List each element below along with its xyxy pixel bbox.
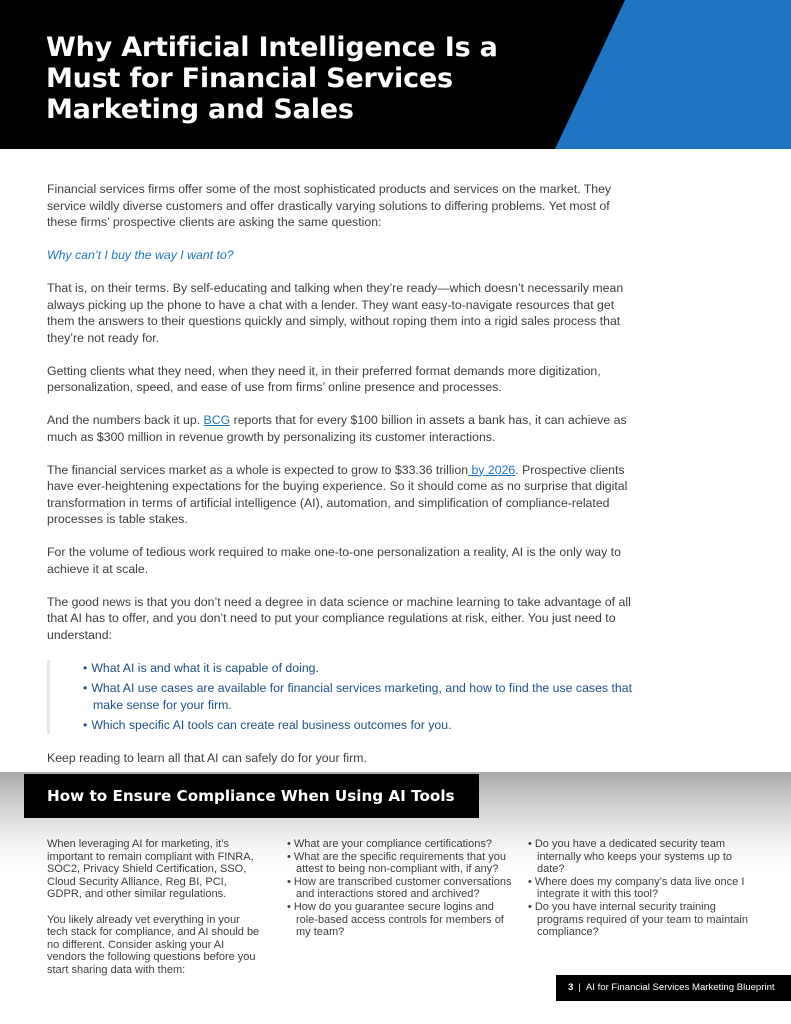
by-2026-link[interactable]: by 2026 (468, 462, 516, 477)
list-item: • What AI use cases are available for financial services marketing, and how to find the use cases that make sense for your firm. (83, 680, 637, 713)
page-title: Why Artificial Intelligence Is a Must for Financial Services Marketing and Sales (46, 32, 498, 125)
compliance-column-3 (528, 838, 748, 939)
intro-paragraph-4 (47, 412, 637, 445)
bcg-link[interactable]: BCG (203, 413, 231, 427)
intro-paragraph-7: The good news is that you don’t need a degree in data science or machine learning to take advantage of all that AI has to offer, and you don’t need to put your compliance regulations at risk, either. You just need to understand: (47, 594, 631, 642)
key-question: Why can’t I buy the way I want to? (47, 248, 234, 262)
page-number: 3 (568, 982, 574, 993)
vendor-questions-list-1 (287, 838, 512, 939)
intro-paragraph-8: Keep reading to learn all that AI can safely do for your firm. (47, 750, 367, 765)
list-item: • What are your compliance certifications? (287, 838, 512, 851)
page-header (0, 0, 791, 149)
intro-paragraph-5 (47, 462, 637, 528)
p4-text-before: And the numbers back it up. (47, 413, 204, 427)
compliance-column-2 (287, 838, 512, 939)
list-item: • Which specific AI tools can create real business outcomes for you. (83, 717, 637, 734)
understand-list (47, 660, 637, 734)
list-item: • Where does my company’s data live once I integrate it with this tool? (528, 876, 748, 901)
list-item: • What are the specific requirements that you attest to being non-compliant with, if any? (287, 851, 512, 876)
list-item: • How are transcribed customer conversations and interactions stored and archived? (287, 876, 512, 901)
compliance-paragraph-1: When leveraging AI for marketing, it’s important to remain compliant with FINRA, SOC2, Privacy Shield Certification, SSO, Cloud Security Alliance, Reg BI, PCI, GDPR, and other similar regulations. (47, 838, 254, 901)
footer-separator: | (578, 982, 581, 993)
intro-section (47, 181, 637, 783)
compliance-column-1 (47, 838, 262, 989)
p4-text-after: reports that for every $100 billion in assets a bank has, it can achieve as much as $300 million in revenue growth by personalizing its customer interactions. (47, 413, 627, 444)
list-item: • Do you have a dedicated security team internally who keeps your systems up to date? (528, 838, 748, 876)
p5-text-before: The financial services market as a whole is expected to grow to $33.36 trillion (47, 462, 469, 477)
footer-doc-title: AI for Financial Services Marketing Blueprint (585, 982, 775, 993)
list-item: • How do you guarantee secure logins and role-based access controls for members of my team? (287, 901, 512, 939)
compliance-paragraph-2: You likely already vet everything in your tech stack for compliance, and AI should be no different. Consider asking your AI vendors the following questions before you start sharing data with them: (47, 913, 260, 976)
intro-paragraph-3: Getting clients what they need, when they need it, in their preferred format demands more digitization, personalization, speed, and ease of use from firms’ online presence and processes. (47, 363, 601, 394)
list-item: • Do you have internal security training programs required of your team to maintain compliance? (528, 901, 748, 939)
p5-text-after: . Prospective clients have ever-heightening expectations for the buying experience. So it should come as no surprise that digital transformation in terms of artificial intelligence (AI), automation, and simplification of compliance-related processes is table stakes. (47, 462, 628, 526)
page-footer (556, 975, 791, 1001)
intro-paragraph-1: Financial services firms offer some of the most sophisticated products and services on the market. They service wildly diverse customers and offer drastically varying solutions to differing problems. Yet most of these firms’ prospective clients are asking the same question: (47, 182, 612, 229)
compliance-section-title: How to Ensure Compliance When Using AI Tools (24, 774, 479, 818)
list-item: • What AI is and what it is capable of doing. (83, 660, 637, 677)
intro-paragraph-6: For the volume of tedious work required to make one-to-one personalization a reality, AI is the only way to achieve it at scale. (47, 545, 621, 576)
vendor-questions-list-2 (528, 838, 748, 939)
intro-paragraph-2: That is, on their terms. By self-educating and talking when they’re ready—which doesn’t necessarily mean always picking up the phone to have a chat with a lender. They want easy-to-navigate resources that get them the answers to their questions quickly and simply, without roping them into a rigid sales process that they’re not ready for. (47, 281, 624, 345)
